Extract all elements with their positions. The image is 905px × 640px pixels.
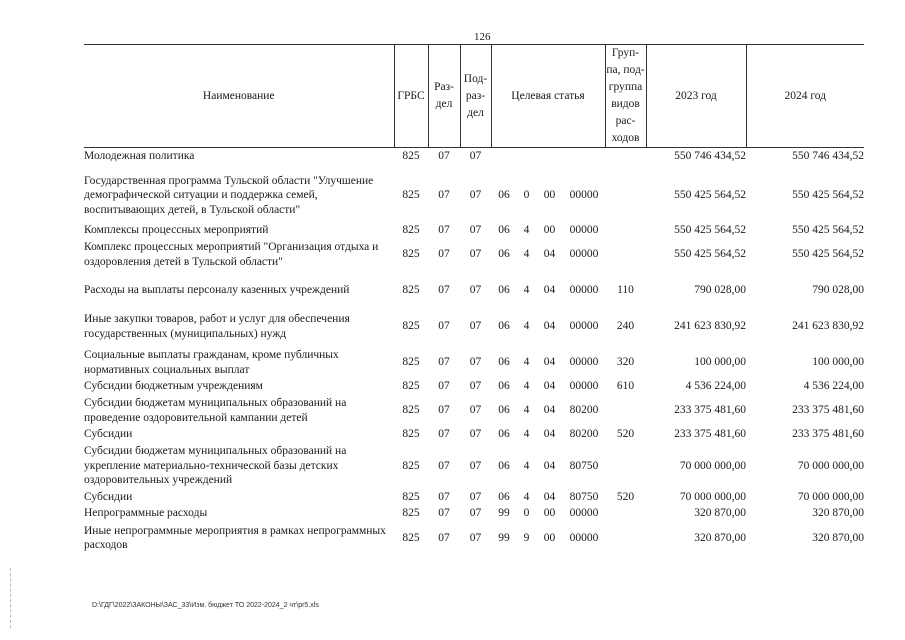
- row-target-type: [517, 148, 536, 165]
- row-amount-2023: 233 375 481,60: [674, 404, 746, 417]
- row-target-type: 4: [523, 356, 530, 369]
- row-target-program: 99: [498, 507, 510, 520]
- row-name: Субсидии бюджетным учреждениям: [84, 380, 263, 393]
- row-target-program: 06: [498, 428, 510, 441]
- table-row: [84, 427, 864, 443]
- row-podrazdel: 07: [469, 380, 482, 393]
- row-expense-group: 240: [616, 320, 635, 333]
- row-target-type: 9: [523, 531, 530, 544]
- row-razdel: 07: [438, 491, 450, 504]
- row-expense-group: [605, 239, 646, 271]
- row-grbs: 825: [402, 507, 420, 520]
- row-name: Субсидии: [84, 428, 133, 441]
- row-razdel: 07: [438, 459, 450, 472]
- row-podrazdel: 07: [469, 507, 482, 520]
- row-target-type: 0: [523, 189, 530, 202]
- row-podrazdel: 07: [469, 150, 482, 162]
- row-target-direction: 00000: [569, 380, 599, 393]
- table-row: [84, 522, 864, 555]
- row-target-type: 4: [523, 320, 530, 333]
- row-target-program: 06: [498, 356, 510, 369]
- row-amount-2023: 320 870,00: [694, 507, 746, 520]
- row-target-direction: 00000: [569, 356, 599, 369]
- row-name: Иные закупки товаров, работ и услуг для обеспечения государственных (муниципальных) нужд: [84, 313, 350, 340]
- row-target-subprogram: 00: [543, 531, 556, 544]
- row-name: Комплекс процессных мероприятий "Организация отдыха и оздоровления детей в Тульской области": [84, 241, 379, 268]
- row-target-program: 99: [498, 531, 510, 544]
- row-target-subprogram: 04: [543, 320, 556, 333]
- row-amount-2023: 233 375 481,60: [674, 428, 746, 441]
- row-amount-2023: 70 000 000,00: [679, 491, 746, 504]
- row-name: Социальные выплаты гражданам, кроме публичных нормативных социальных выплат: [84, 349, 339, 376]
- row-target-subprogram: [536, 148, 563, 165]
- row-podrazdel: 07: [469, 320, 482, 333]
- row-target-direction: [563, 148, 605, 165]
- row-target-subprogram: 04: [543, 284, 556, 297]
- header-grbs: ГРБС: [394, 45, 428, 148]
- row-amount-2024: 100 000,00: [812, 356, 864, 369]
- header-expense-group: Груп- па, под- группа видов рас- ходов: [605, 45, 646, 148]
- table-body: [84, 148, 864, 555]
- row-amount-2024: 790 028,00: [812, 284, 864, 297]
- table-row: [84, 275, 864, 307]
- row-target-program: 06: [498, 320, 510, 333]
- table-row: [84, 490, 864, 506]
- row-target-type: 4: [523, 380, 530, 393]
- row-expense-group: 610: [616, 380, 635, 393]
- row-target-subprogram: 04: [543, 380, 556, 393]
- row-grbs: 825: [402, 356, 420, 369]
- row-podrazdel: 07: [469, 356, 482, 369]
- row-amount-2023: 550 746 434,52: [674, 150, 746, 162]
- row-expense-group: 520: [616, 491, 635, 504]
- row-expense-group: 110: [617, 284, 634, 297]
- row-name: Иные непрограммные мероприятия в рамках непрограммных расходов: [84, 524, 386, 551]
- row-target-program: 06: [498, 380, 510, 393]
- table-row: [84, 443, 864, 490]
- row-amount-2023: 70 000 000,00: [679, 459, 746, 472]
- row-target-subprogram: 04: [543, 404, 556, 417]
- row-amount-2024: 550 746 434,52: [792, 150, 864, 162]
- row-target-program: 06: [498, 491, 510, 504]
- row-target-type: 4: [523, 491, 530, 504]
- row-target-type: 4: [523, 428, 530, 441]
- table-row: [84, 239, 864, 271]
- row-podrazdel: 07: [469, 428, 482, 441]
- row-expense-group: [605, 506, 646, 522]
- row-expense-group: 520: [616, 428, 635, 441]
- row-amount-2024: 70 000 000,00: [797, 491, 864, 504]
- row-razdel: 07: [438, 248, 450, 261]
- row-grbs: 825: [402, 491, 420, 504]
- row-grbs: 825: [402, 380, 420, 393]
- row-target-subprogram: 04: [543, 248, 556, 261]
- row-podrazdel: 07: [469, 248, 482, 261]
- row-amount-2023: 4 536 224,00: [685, 380, 746, 393]
- row-razdel: 07: [438, 404, 450, 417]
- row-target-subprogram: 04: [543, 356, 556, 369]
- row-razdel: 07: [438, 380, 450, 393]
- row-grbs: 825: [402, 284, 420, 297]
- header-2023: 2023 год: [646, 45, 746, 148]
- row-target-program: 06: [498, 248, 510, 261]
- row-target-program: 06: [498, 284, 510, 297]
- table-row: [84, 379, 864, 395]
- row-target-direction: 80750: [569, 491, 599, 504]
- row-amount-2023: 241 623 830,92: [674, 320, 746, 333]
- header-name: Наименование: [84, 45, 394, 148]
- row-target-direction: 00000: [569, 531, 599, 544]
- row-razdel: 07: [438, 284, 450, 297]
- row-target-type: 4: [523, 248, 530, 261]
- row-amount-2024: 550 425 564,52: [792, 224, 864, 237]
- row-target-program: 06: [498, 189, 510, 202]
- row-target-subprogram: 00: [543, 224, 556, 237]
- row-amount-2024: 320 870,00: [812, 531, 864, 544]
- row-target-direction: 00000: [569, 224, 599, 237]
- row-razdel: 07: [438, 224, 450, 237]
- row-grbs: 825: [402, 248, 420, 261]
- row-target-direction: 80200: [569, 404, 599, 417]
- row-amount-2024: 320 870,00: [812, 507, 864, 520]
- file-path: D:\ГДГ\2022\ЗАКОНЫ\ЗАС_33\Изм. бюджет ТО 2022-2024_2 чт\pr5.xls: [92, 602, 319, 609]
- row-grbs: 825: [402, 224, 420, 237]
- row-amount-2023: 550 425 564,52: [674, 189, 746, 202]
- row-target-direction: 00000: [569, 284, 599, 297]
- row-amount-2023: 550 425 564,52: [674, 248, 746, 261]
- row-grbs: 825: [402, 189, 420, 202]
- row-name: Субсидии: [84, 491, 133, 504]
- row-target-type: 4: [523, 459, 530, 472]
- header-2024: 2024 год: [746, 45, 864, 148]
- row-podrazdel: 07: [469, 224, 482, 237]
- row-amount-2023: 320 870,00: [694, 531, 746, 544]
- row-razdel: 07: [438, 189, 450, 202]
- table-row: [84, 307, 864, 347]
- table-row: [84, 223, 864, 239]
- scan-edge-mark: [10, 568, 12, 628]
- row-target-type: 0: [523, 507, 530, 520]
- row-target-subprogram: 00: [543, 189, 556, 202]
- row-target-direction: 00000: [569, 507, 599, 520]
- row-target-program: 06: [498, 224, 510, 237]
- row-expense-group: [605, 522, 646, 555]
- row-target-subprogram: 04: [543, 459, 556, 472]
- row-grbs: 825: [402, 459, 420, 472]
- row-amount-2024: 4 536 224,00: [803, 380, 864, 393]
- budget-table: [84, 44, 864, 555]
- row-amount-2024: 70 000 000,00: [797, 459, 864, 472]
- row-podrazdel: 07: [469, 531, 482, 544]
- row-target-subprogram: 04: [543, 491, 556, 504]
- row-podrazdel: 07: [469, 491, 482, 504]
- row-target-subprogram: 04: [543, 428, 556, 441]
- row-amount-2024: 550 425 564,52: [792, 189, 864, 202]
- row-amount-2024: 550 425 564,52: [792, 248, 864, 261]
- table-row: [84, 395, 864, 427]
- row-target-type: 4: [523, 224, 530, 237]
- row-amount-2023: 790 028,00: [694, 284, 746, 297]
- row-amount-2024: 233 375 481,60: [792, 404, 864, 417]
- header-podrazdel: Под- раз- дел: [460, 45, 491, 148]
- row-podrazdel: 07: [469, 459, 482, 472]
- header-razdel: Раз- дел: [428, 45, 460, 148]
- row-expense-group: [605, 223, 646, 239]
- row-grbs: 825: [402, 531, 420, 544]
- row-grbs: 825: [402, 320, 420, 333]
- row-target-direction: 80200: [569, 428, 599, 441]
- row-expense-group: [605, 169, 646, 223]
- row-razdel: 07: [438, 531, 450, 544]
- row-name: Государственная программа Тульской области "Улучшение демографической ситуации и поддержка семей, воспитывающих детей, в Тульской области": [84, 174, 374, 216]
- row-razdel: 07: [438, 507, 450, 520]
- row-podrazdel: 07: [469, 189, 482, 202]
- row-target-direction: 00000: [569, 189, 599, 202]
- row-target-type: 4: [523, 404, 530, 417]
- row-target-program: 06: [498, 404, 510, 417]
- row-podrazdel: 07: [469, 404, 482, 417]
- row-expense-group: [605, 443, 646, 490]
- row-expense-group: 320: [616, 356, 635, 369]
- table-row: [84, 148, 864, 165]
- row-target-direction: 00000: [569, 320, 599, 333]
- row-amount-2024: 233 375 481,60: [792, 428, 864, 441]
- table-row: [84, 347, 864, 379]
- row-expense-group: [605, 395, 646, 427]
- page-number: 126: [474, 31, 491, 43]
- row-target-direction: 00000: [569, 248, 599, 261]
- row-amount-2023: 100 000,00: [694, 356, 746, 369]
- row-name: Субсидии бюджетам муниципальных образований на укрепление материально-технической базы детских оздоровительных учреждений: [84, 445, 347, 487]
- row-target-direction: 80750: [569, 459, 599, 472]
- row-razdel: 07: [438, 320, 450, 333]
- row-name: Расходы на выплаты персоналу казенных учреждений: [84, 284, 350, 297]
- row-target-subprogram: 00: [543, 507, 556, 520]
- row-name: Комплексы процессных мероприятий: [84, 224, 269, 237]
- row-razdel: 07: [438, 356, 450, 369]
- row-razdel: 07: [438, 150, 450, 162]
- row-grbs: 825: [402, 150, 420, 162]
- row-target-program: [491, 148, 517, 165]
- row-name: Непрограммные расходы: [84, 507, 208, 520]
- header-row: [84, 45, 864, 148]
- row-podrazdel: 07: [469, 284, 482, 297]
- row-target-program: 06: [498, 459, 510, 472]
- row-grbs: 825: [402, 428, 420, 441]
- table-row: [84, 506, 864, 522]
- row-name: Субсидии бюджетам муниципальных образований на проведение оздоровительной кампании детей: [84, 397, 347, 424]
- row-grbs: 825: [402, 404, 420, 417]
- header-target-article: Целевая статья: [491, 45, 605, 148]
- row-target-type: 4: [523, 284, 530, 297]
- row-amount-2024: 241 623 830,92: [792, 320, 864, 333]
- table-row: [84, 169, 864, 223]
- row-expense-group: [605, 148, 646, 165]
- row-amount-2023: 550 425 564,52: [674, 224, 746, 237]
- row-razdel: 07: [438, 428, 450, 441]
- row-name: Молодежная политика: [84, 150, 195, 162]
